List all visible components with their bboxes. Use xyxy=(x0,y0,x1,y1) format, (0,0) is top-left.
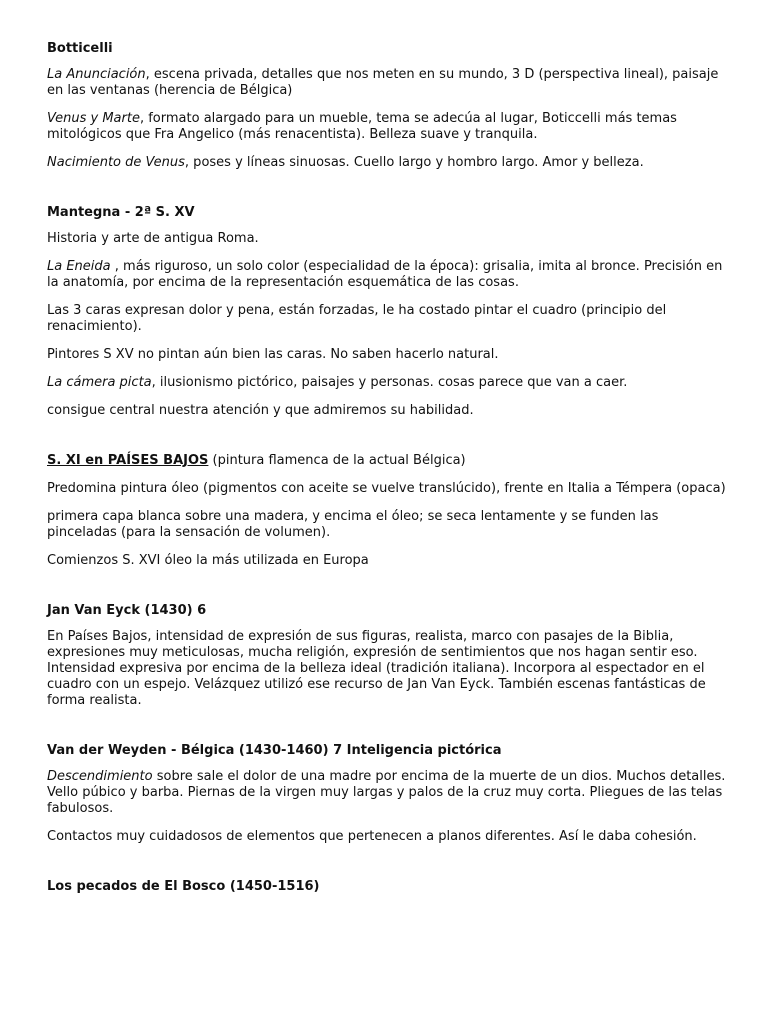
paragraph xyxy=(47,347,727,363)
paragraph-text: consigue central nuestra atención y que admiremos su habilidad. xyxy=(47,403,474,418)
section-gap xyxy=(47,183,727,205)
paragraph xyxy=(47,375,727,391)
section-heading-el-bosco: Los pecados de El Bosco (1450-1516) xyxy=(47,879,320,894)
paragraph xyxy=(47,231,727,247)
section-gap xyxy=(47,581,727,603)
paragraph xyxy=(47,303,727,335)
paragraph-text: Predomina pintura óleo (pigmentos con aceite se vuelve translúcido), frente en Italia a Témpera (opaca) xyxy=(47,481,726,496)
artwork-title: La Anunciación xyxy=(47,67,146,82)
artwork-title: La cámera picta xyxy=(47,375,152,390)
paragraph xyxy=(47,629,727,709)
document-page xyxy=(47,41,727,905)
section-heading-van-der-weyden: Van der Weyden - Bélgica (1430-1460) 7 Inteligencia pictórica xyxy=(47,743,502,758)
section-heading-mantegna: Mantegna - 2ª S. XV xyxy=(47,205,195,220)
paragraph-text: , poses y líneas sinuosas. Cuello largo y hombro largo. Amor y belleza. xyxy=(184,155,644,170)
section-gap xyxy=(47,721,727,743)
paragraph-text: sobre sale el dolor de una madre por encima de la muerte de un dios. Muchos detalles. Vello púbico y barba. Piernas de la virgen muy largas y palos de la cruz muy corta. Pliegues de las telas fabulosos. xyxy=(47,769,726,816)
artwork-title: Venus y Marte xyxy=(47,111,140,126)
paragraph xyxy=(47,67,727,99)
paragraph xyxy=(47,111,727,143)
paragraph-text: Contactos muy cuidadosos de elementos que pertenecen a planos diferentes. Así le daba cohesión. xyxy=(47,829,697,844)
artwork-title: Descendimiento xyxy=(47,769,153,784)
paragraph xyxy=(47,509,727,541)
paragraph-text: Pintores S XV no pintan aún bien las caras. No saben hacerlo natural. xyxy=(47,347,499,362)
paragraph-text: En Países Bajos, intensidad de expresión de sus figuras, realista, marco con pasajes de la Biblia, expresiones muy meticulosas, mucha religión, expresión de sentimientos que nos hagan sentir eso. Intensidad expresiva por encima de la belleza ideal (tradición italiana). Incorpora al espectador en el cuadro con un espejo. Velázquez utilizó ese recurso de Jan Van Eyck. También escenas fantásticas de forma realista. xyxy=(47,629,706,708)
paragraph-text: , ilusionismo pictórico, paisajes y personas. cosas parece que van a caer. xyxy=(151,375,628,390)
paragraph xyxy=(47,829,727,845)
artwork-title: Nacimiento de Venus xyxy=(47,155,185,170)
paragraph-text: Historia y arte de antigua Roma. xyxy=(47,231,259,246)
paragraph xyxy=(47,403,727,419)
section-gap xyxy=(47,857,727,879)
section-heading-paises-bajos xyxy=(47,453,727,469)
paragraph xyxy=(47,259,727,291)
paragraph-text: , más riguroso, un solo color (especialidad de la época): grisalia, imita al bronce. Precisión en la anatomía, por encima de la representación esquemática de las cosas. xyxy=(47,259,723,290)
heading-underlined: S. XI en PAÍSES BAJOS xyxy=(47,453,209,468)
paragraph-text: , escena privada, detalles que nos meten en su mundo, 3 D (perspectiva lineal), paisaje en las ventanas (herencia de Bélgica) xyxy=(47,67,719,98)
paragraph xyxy=(47,155,727,171)
paragraph-text: , formato alargado para un mueble, tema se adecúa al lugar, Boticcelli más temas mitológicos que Fra Angelico (más renacentista). Belleza suave y tranquila. xyxy=(47,111,677,142)
section-heading-van-eyck: Jan Van Eyck (1430) 6 xyxy=(47,603,207,618)
paragraph-text: Las 3 caras expresan dolor y pena, están forzadas, le ha costado pintar el cuadro (principio del renacimiento). xyxy=(47,303,667,334)
paragraph-text: Comienzos S. XVI óleo la más utilizada en Europa xyxy=(47,553,369,568)
artwork-title: La Eneida xyxy=(47,259,115,274)
paragraph xyxy=(47,481,727,497)
paragraph xyxy=(47,769,727,817)
heading-rest: (pintura flamenca de la actual Bélgica) xyxy=(208,453,466,468)
section-heading-botticelli: Botticelli xyxy=(47,41,113,56)
section-gap xyxy=(47,431,727,453)
paragraph-text: primera capa blanca sobre una madera, y encima el óleo; se seca lentamente y se funden las pinceladas (para la sensación de volumen). xyxy=(47,509,659,540)
paragraph xyxy=(47,553,727,569)
